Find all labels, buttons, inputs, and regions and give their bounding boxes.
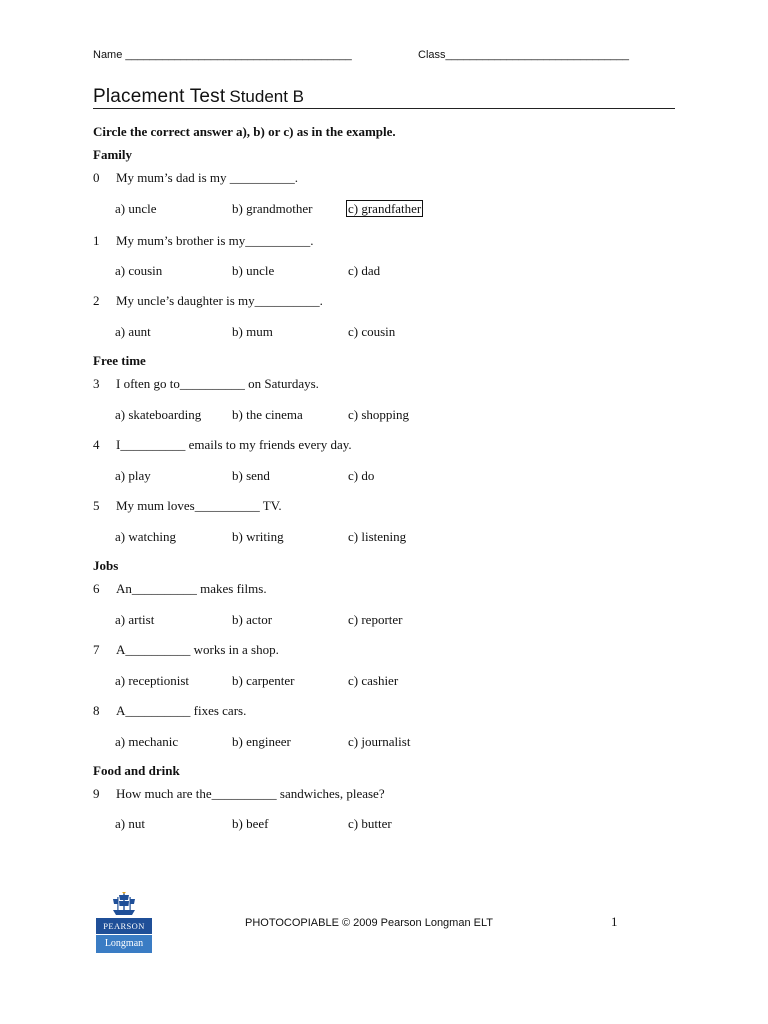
question-number: 0 xyxy=(93,170,100,185)
question-text: How much are the__________ sandwiches, please? xyxy=(116,786,385,801)
title-main: Placement Test xyxy=(93,86,226,107)
question-3 xyxy=(93,376,593,394)
question-number: 6 xyxy=(93,581,100,596)
question-number: 4 xyxy=(93,437,100,452)
question-9 xyxy=(93,786,593,804)
question-2 xyxy=(93,293,593,311)
option-a[interactable]: a) skateboarding xyxy=(115,407,202,422)
question-text: My uncle’s daughter is my__________. xyxy=(116,293,323,308)
options-6 xyxy=(115,612,535,630)
option-b[interactable]: b) mum xyxy=(232,324,273,339)
options-4 xyxy=(115,468,535,486)
name-field-label: Name _____________________________________ xyxy=(93,49,352,61)
publisher-logo xyxy=(96,892,152,954)
class-field-label: Class______________________________ xyxy=(418,49,630,61)
question-text: My mum’s dad is my __________. xyxy=(116,170,299,185)
section-heading-free-time: Free time xyxy=(93,353,146,368)
options-5 xyxy=(115,529,535,547)
question-text: A__________ works in a shop. xyxy=(116,642,279,657)
option-b[interactable]: b) the cinema xyxy=(232,407,303,422)
question-0 xyxy=(93,170,593,188)
instruction: Circle the correct answer a), b) or c) as in the example. xyxy=(93,124,396,139)
option-c[interactable]: c) cashier xyxy=(348,673,399,688)
option-c[interactable]: c) dad xyxy=(348,263,381,278)
option-c[interactable]: c) cousin xyxy=(348,324,396,339)
option-b[interactable]: b) engineer xyxy=(232,734,291,749)
question-number: 5 xyxy=(93,498,100,513)
option-c[interactable]: c) reporter xyxy=(348,612,403,627)
logo-longman-band: Longman xyxy=(96,935,152,953)
option-a[interactable]: a) play xyxy=(115,468,151,483)
question-number: 8 xyxy=(93,703,100,718)
options-2 xyxy=(115,324,535,342)
options-7 xyxy=(115,673,535,691)
section-heading-family: Family xyxy=(93,147,132,162)
option-a[interactable]: a) watching xyxy=(115,529,177,544)
option-c[interactable]: c) shopping xyxy=(348,407,410,422)
question-text: I__________ emails to my friends every day. xyxy=(116,437,352,452)
option-a[interactable]: a) aunt xyxy=(115,324,151,339)
question-5 xyxy=(93,498,593,516)
option-b[interactable]: b) actor xyxy=(232,612,273,627)
option-b[interactable]: b) grandmother xyxy=(232,201,313,216)
title-sub: Student B xyxy=(229,87,305,106)
page-number: 1 xyxy=(611,914,618,929)
question-number: 9 xyxy=(93,786,100,801)
question-text: An__________ makes films. xyxy=(116,581,267,596)
section-heading-jobs: Jobs xyxy=(93,558,119,573)
option-c[interactable]: c) butter xyxy=(348,816,392,831)
option-a[interactable]: a) uncle xyxy=(115,201,157,216)
question-4 xyxy=(93,437,593,455)
option-c-circled[interactable]: c) grandfather xyxy=(348,201,422,216)
option-b[interactable]: b) send xyxy=(232,468,270,483)
question-number: 2 xyxy=(93,293,100,308)
question-text: I often go to__________ on Saturdays. xyxy=(116,376,319,391)
header-row xyxy=(93,49,653,65)
option-b[interactable]: b) uncle xyxy=(232,263,275,278)
question-text: My mum’s brother is my__________. xyxy=(116,233,314,248)
option-a[interactable]: a) receptionist xyxy=(115,673,189,688)
options-8 xyxy=(115,734,535,752)
option-c[interactable]: c) listening xyxy=(348,529,407,544)
question-1 xyxy=(93,233,593,251)
question-number: 7 xyxy=(93,642,100,657)
option-b[interactable]: b) carpenter xyxy=(232,673,295,688)
option-b[interactable]: b) beef xyxy=(232,816,269,831)
page-title xyxy=(93,86,675,109)
question-text: A__________ fixes cars. xyxy=(116,703,247,718)
option-a[interactable]: a) mechanic xyxy=(115,734,179,749)
option-a[interactable]: a) artist xyxy=(115,612,155,627)
option-c[interactable]: c) do xyxy=(348,468,375,483)
question-number: 1 xyxy=(93,233,100,248)
options-0 xyxy=(115,201,535,219)
options-3 xyxy=(115,407,535,425)
option-c[interactable]: c) journalist xyxy=(348,734,411,749)
question-number: 3 xyxy=(93,376,100,391)
option-b[interactable]: b) writing xyxy=(232,529,284,544)
question-7 xyxy=(93,642,593,660)
options-1 xyxy=(115,263,535,281)
options-9 xyxy=(115,816,535,834)
section-heading-food-and-drink: Food and drink xyxy=(93,763,180,778)
ship-icon xyxy=(110,892,138,916)
option-a[interactable]: a) nut xyxy=(115,816,145,831)
option-a[interactable]: a) cousin xyxy=(115,263,163,278)
question-text: My mum loves__________ TV. xyxy=(116,498,282,513)
logo-pearson-band: PEARSON xyxy=(96,918,152,934)
question-8 xyxy=(93,703,593,721)
question-6 xyxy=(93,581,593,599)
footer-copyright: PHOTOCOPIABLE © 2009 Pearson Longman ELT xyxy=(245,917,493,929)
